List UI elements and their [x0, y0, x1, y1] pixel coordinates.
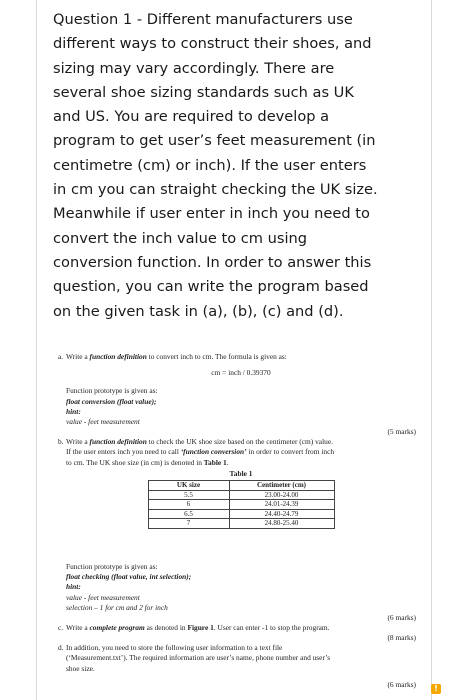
table-cell: 24.01-24.39	[229, 500, 334, 510]
question-line: convert the inch value to cm using	[53, 229, 308, 247]
part-c-text-end: . User can enter -1 to stop the program.	[213, 623, 330, 633]
table-row	[148, 509, 334, 519]
part-b-line3-end: .	[226, 457, 229, 467]
table-header-centimeter: Centimeter (cm)	[229, 481, 334, 491]
question-line: sizing may vary accordingly. There are	[53, 59, 335, 77]
part-b-prototype: float checking (float value, int selection);	[66, 572, 192, 582]
part-b-hint-value2: selection – 1 for cm and 2 for inch	[66, 602, 168, 612]
table-row	[148, 519, 334, 529]
part-c-bold: complete program	[89, 623, 145, 633]
conversion-formula: cm = inch / 0.39370	[211, 368, 271, 378]
uk-size-table	[148, 480, 335, 529]
part-b-text-end: to check the UK shoe size based on the centimeter (cm) value.	[146, 437, 333, 447]
question-line: on the given task in (a), (b), (c) and (d).	[53, 302, 344, 320]
part-a-text-end: to convert inch to cm. The formula is given as:	[146, 352, 287, 361]
question-line: program to get user’s feet measurement (in	[53, 132, 376, 150]
part-d-label: d.	[58, 643, 64, 653]
part-a-hint-label: hint:	[66, 406, 81, 416]
part-b-line3-text: to cm. The UK shoe size (in cm) is denoted in	[66, 457, 204, 467]
part-b-instruction	[58, 437, 416, 447]
part-b-line2-bold: ‘function conversion’	[180, 447, 247, 457]
part-c-text: Write a	[66, 623, 90, 633]
part-c-marks-row	[66, 633, 416, 643]
part-b-line2	[66, 447, 416, 457]
question-line: and US. You are required to develop a	[53, 108, 330, 126]
part-d-line1: In addition, you need to store the following user information to a text file	[66, 643, 283, 653]
part-a-marks: (5 marks)	[387, 427, 416, 437]
question-line: conversion function. In order to answer this	[53, 253, 372, 271]
table-cell: 6	[148, 500, 229, 510]
part-c-instruction	[58, 623, 416, 633]
part-a-text: Write a	[66, 352, 90, 361]
part-a-hint-value: value - feet measurement	[66, 417, 140, 427]
part-d-line2: (‘Measurement.txt’). The required information are user’s name, phone number and user’s	[66, 653, 331, 663]
part-b-hint-label: hint:	[66, 582, 81, 592]
table-cell: 7	[148, 519, 229, 529]
question-line: different ways to construct their shoes, and	[53, 35, 372, 53]
part-b-marks: (6 marks)	[387, 613, 416, 623]
part-b-line2-text: If the user enters inch you need to call	[66, 447, 181, 457]
part-a-bold: function definition	[89, 352, 147, 361]
table-row	[148, 490, 334, 500]
table-cell: 24.80-25.40	[229, 519, 334, 529]
part-c-bold2: Figure 1	[187, 623, 214, 633]
part-a-instruction	[58, 352, 416, 362]
question-line: question, you can write the program based	[53, 278, 369, 296]
question-text	[53, 8, 425, 324]
part-b-hint-value1: value - feet measurement	[66, 592, 140, 602]
part-b-line3	[66, 458, 416, 468]
alert-badge-icon[interactable]: !	[431, 684, 441, 694]
part-b-line2-end: in order to convert from inch	[246, 447, 335, 457]
part-c-text-mid: as denoted in	[144, 623, 188, 633]
table-cell: 5.5	[148, 490, 229, 500]
part-d-instruction	[58, 643, 416, 653]
question-line: centimetre (cm) or inch). If the user enters	[53, 156, 367, 174]
part-b-bold: function definition	[89, 437, 147, 447]
question-line: Meanwhile if user enter in inch you need to	[53, 205, 370, 223]
part-b-label: b.	[58, 437, 64, 447]
part-a-label: a.	[58, 352, 64, 361]
table-cell: 24.40-24.79	[229, 509, 334, 519]
table-row	[148, 500, 334, 510]
part-b-marks-row	[66, 613, 416, 623]
part-a-prototype: float conversion (float value);	[66, 396, 157, 406]
part-c-marks: (8 marks)	[387, 633, 416, 643]
scanned-assignment	[58, 352, 416, 690]
question-line: Question 1 - Different manufacturers use	[53, 11, 353, 28]
part-b-prototype-intro: Function prototype is given as:	[66, 562, 158, 571]
part-a-marks-row	[66, 427, 416, 437]
table-header-row	[148, 481, 334, 491]
table-header-uk-size: UK size	[148, 481, 229, 491]
part-d-marks: (6 marks)	[387, 679, 416, 689]
part-b-line3-bold: Table 1	[203, 457, 227, 467]
table-cell: 23.00-24.00	[229, 490, 334, 500]
question-line: in cm you can straight checking the UK size.	[53, 181, 378, 199]
part-c-label: c.	[58, 623, 64, 633]
part-d-marks-row	[66, 680, 416, 690]
part-b-text: Write a	[66, 437, 90, 447]
question-line: several shoe sizing standards such as UK	[53, 83, 354, 101]
part-a-prototype-intro: Function prototype is given as:	[66, 386, 158, 396]
table-caption: Table 1	[229, 468, 253, 478]
table-cell: 6.5	[148, 509, 229, 519]
part-d-line3: shoe size.	[66, 663, 95, 673]
